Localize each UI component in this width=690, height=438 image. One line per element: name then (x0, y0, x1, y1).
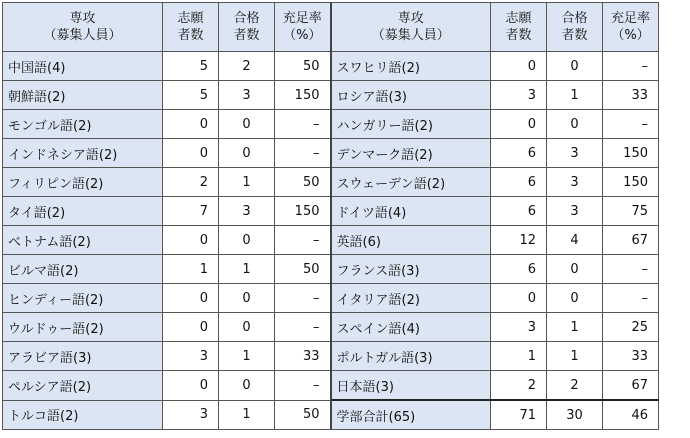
passed-cell: 3 (547, 168, 603, 197)
header-rate-left: 充足率 （%） (275, 3, 331, 52)
rate-cell: – (275, 284, 331, 313)
major-name-cell: 朝鮮語(2) (3, 81, 163, 110)
applicants-cell: 3 (163, 400, 219, 430)
table-row (3, 284, 659, 313)
passed-cell: 1 (547, 313, 603, 342)
passed-cell: 1 (547, 81, 603, 110)
major-name-cell: 中国語(4) (3, 52, 163, 81)
passed-cell: 0 (547, 284, 603, 313)
rate-cell: 150 (603, 168, 659, 197)
table-row (3, 52, 659, 81)
passed-cell: 0 (547, 255, 603, 284)
passed-cell: 0 (219, 284, 275, 313)
table-row (3, 226, 659, 255)
applicants-cell: 12 (491, 226, 547, 255)
passed-cell: 0 (219, 371, 275, 401)
applicants-cell: 0 (491, 52, 547, 81)
major-name-cell: 英語(6) (331, 226, 491, 255)
applicants-cell: 2 (491, 371, 547, 401)
major-name-cell: ベトナム語(2) (3, 226, 163, 255)
applicants-cell: 6 (491, 139, 547, 168)
header-major-left: 専攻 （募集人員） (3, 3, 163, 52)
applicants-cell: 0 (163, 284, 219, 313)
rate-cell: 50 (275, 255, 331, 284)
passed-cell: 0 (219, 110, 275, 139)
rate-cell: – (275, 371, 331, 401)
major-name-cell: タイ語(2) (3, 197, 163, 226)
passed-cell: 1 (219, 342, 275, 371)
major-name-cell: ビルマ語(2) (3, 255, 163, 284)
rate-cell: 50 (275, 168, 331, 197)
major-name-cell: アラビア語(3) (3, 342, 163, 371)
rate-cell: 46 (603, 400, 659, 430)
applicants-cell: 7 (163, 197, 219, 226)
major-name-cell: スペイン語(4) (331, 313, 491, 342)
passed-cell: 1 (219, 168, 275, 197)
rate-cell: 150 (275, 197, 331, 226)
major-name-cell: ポルトガル語(3) (331, 342, 491, 371)
table-row (3, 110, 659, 139)
rate-cell: 150 (275, 81, 331, 110)
rate-cell: – (603, 52, 659, 81)
major-name-cell: スウェーデン語(2) (331, 168, 491, 197)
applicants-cell: 0 (163, 371, 219, 401)
rate-cell: – (275, 139, 331, 168)
applicants-cell: 3 (491, 313, 547, 342)
applicants-cell: 0 (491, 110, 547, 139)
passed-cell: 0 (219, 139, 275, 168)
major-name-cell: ロシア語(3) (331, 81, 491, 110)
table-row (3, 342, 659, 371)
rate-cell: 67 (603, 226, 659, 255)
major-name-cell: ハンガリー語(2) (331, 110, 491, 139)
major-name-cell: フランス語(3) (331, 255, 491, 284)
major-name-cell: ヒンディー語(2) (3, 284, 163, 313)
rate-cell: 25 (603, 313, 659, 342)
passed-cell: 2 (219, 52, 275, 81)
passed-cell: 0 (219, 313, 275, 342)
rate-cell: 50 (275, 400, 331, 430)
rate-cell: 33 (603, 81, 659, 110)
table-row (3, 139, 659, 168)
passed-cell: 2 (547, 371, 603, 401)
applicants-cell: 6 (491, 168, 547, 197)
major-name-cell: デンマーク語(2) (331, 139, 491, 168)
applicants-cell: 0 (163, 139, 219, 168)
applicants-cell: 0 (163, 110, 219, 139)
rate-cell: 33 (603, 342, 659, 371)
header-applicants-left: 志願 者数 (163, 3, 219, 52)
rate-cell: 75 (603, 197, 659, 226)
major-name-cell: 学部合計(65) (331, 400, 491, 430)
rate-cell: – (603, 110, 659, 139)
passed-cell: 3 (219, 197, 275, 226)
table-body (3, 52, 659, 430)
table-row (3, 81, 659, 110)
applicants-cell: 2 (163, 168, 219, 197)
major-name-cell: トルコ語(2) (3, 400, 163, 430)
table-row (3, 255, 659, 284)
applicants-cell: 3 (163, 342, 219, 371)
applicants-cell: 6 (491, 255, 547, 284)
major-name-cell: ウルドゥー語(2) (3, 313, 163, 342)
passed-cell: 0 (547, 110, 603, 139)
admission-table-container (2, 2, 659, 430)
rate-cell: – (275, 226, 331, 255)
passed-cell: 4 (547, 226, 603, 255)
major-name-cell: モンゴル語(2) (3, 110, 163, 139)
passed-cell: 1 (547, 342, 603, 371)
passed-cell: 0 (219, 226, 275, 255)
applicants-cell: 0 (163, 226, 219, 255)
major-name-cell: 日本語(3) (331, 371, 491, 401)
passed-cell: 3 (547, 139, 603, 168)
applicants-cell: 5 (163, 52, 219, 81)
header-applicants-right: 志願 者数 (491, 3, 547, 52)
passed-cell: 30 (547, 400, 603, 430)
header-passed-right: 合格 者数 (547, 3, 603, 52)
applicants-cell: 0 (491, 284, 547, 313)
table-row (3, 168, 659, 197)
passed-cell: 3 (219, 81, 275, 110)
applicants-cell: 3 (491, 81, 547, 110)
rate-cell: – (275, 110, 331, 139)
applicants-cell: 5 (163, 81, 219, 110)
header-row (3, 3, 659, 52)
applicants-cell: 1 (491, 342, 547, 371)
applicants-cell: 71 (491, 400, 547, 430)
rate-cell: 150 (603, 139, 659, 168)
rate-cell: 50 (275, 52, 331, 81)
passed-cell: 1 (219, 255, 275, 284)
table-row (3, 371, 659, 401)
rate-cell: 33 (275, 342, 331, 371)
applicants-cell: 0 (163, 313, 219, 342)
table-row (3, 400, 659, 430)
major-name-cell: ドイツ語(4) (331, 197, 491, 226)
rate-cell: – (275, 313, 331, 342)
header-passed-left: 合格 者数 (219, 3, 275, 52)
major-name-cell: スワヒリ語(2) (331, 52, 491, 81)
table-row (3, 313, 659, 342)
passed-cell: 3 (547, 197, 603, 226)
header-rate-right: 充足率 （%） (603, 3, 659, 52)
applicants-cell: 1 (163, 255, 219, 284)
rate-cell: – (603, 255, 659, 284)
major-name-cell: フィリピン語(2) (3, 168, 163, 197)
passed-cell: 1 (219, 400, 275, 430)
rate-cell: 67 (603, 371, 659, 401)
major-name-cell: インドネシア語(2) (3, 139, 163, 168)
applicants-cell: 6 (491, 197, 547, 226)
major-name-cell: イタリア語(2) (331, 284, 491, 313)
passed-cell: 0 (547, 52, 603, 81)
header-major-right: 専攻 （募集人員） (331, 3, 491, 52)
major-name-cell: ペルシア語(2) (3, 371, 163, 401)
table-row (3, 197, 659, 226)
rate-cell: – (603, 284, 659, 313)
admission-results-table (2, 2, 659, 430)
